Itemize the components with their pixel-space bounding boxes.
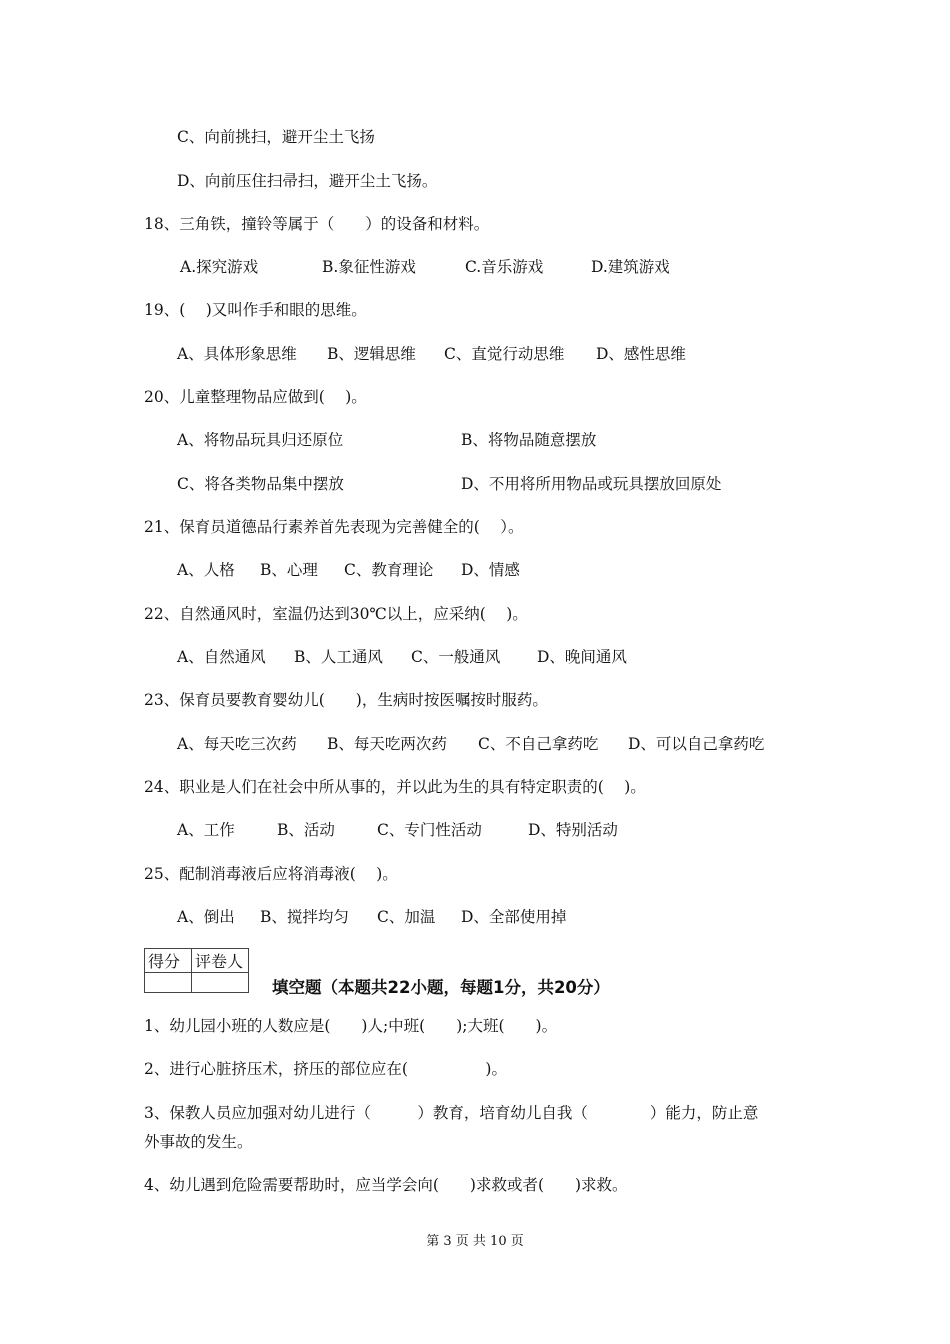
question-24: 24、职业是人们在社会中所从事的，并以此为生的具有特定职责的( )。 (144, 778, 646, 796)
option-c: C、直觉行动思维 (444, 345, 565, 363)
option-c: C.音乐游戏 (465, 258, 544, 276)
option-c: C、专门性活动 (377, 821, 482, 839)
section-title: 填空题（本题共22小题，每题1分，共20分） (272, 978, 610, 997)
page-footer: 第 3 页 共 10 页 (426, 1234, 524, 1249)
question-21: 21、保育员道德品行素养首先表现为完善健全的( ）。 (144, 518, 524, 536)
option-b: B、搅拌均匀 (260, 908, 349, 926)
score-box (144, 948, 249, 993)
option-b: B、人工通风 (294, 648, 383, 666)
option-a: A、倒出 (177, 908, 235, 926)
option-d: D、情感 (461, 561, 520, 579)
option-d: D.建筑游戏 (591, 258, 670, 276)
q17-option-d: D、向前压住扫帚扫，避开尘土飞扬。 (177, 172, 438, 190)
option-b: B.象征性游戏 (322, 258, 416, 276)
option-b: B、将物品随意摆放 (461, 431, 597, 449)
score-label: 得分 (145, 949, 192, 973)
option-c: C、一般通风 (411, 648, 501, 666)
fill-question-4: 4、幼儿遇到危险需要帮助时，应当学会向( )求救或者( )求救。 (144, 1176, 628, 1194)
option-a: A、具体形象思维 (177, 345, 297, 363)
score-cell (145, 973, 192, 993)
option-b: B、逻辑思维 (327, 345, 416, 363)
option-c: C、将各类物品集中摆放 (177, 475, 344, 493)
question-19: 19、( )又叫作手和眼的思维。 (144, 301, 367, 319)
option-a: A、工作 (177, 821, 235, 839)
question-23: 23、保育员要教育婴幼儿( )，生病时按医嘱按时服药。 (144, 691, 548, 709)
fill-question-1: 1、幼儿园小班的人数应是( )人;中班( );大班( )。 (144, 1017, 558, 1035)
option-c: C、不自己拿药吃 (478, 735, 599, 753)
option-a: A、人格 (177, 561, 235, 579)
fill-question-3-line2: 外事故的发生。 (144, 1133, 253, 1151)
question-18: 18、三角铁，撞铃等属于（ ）的设备和材料。 (144, 215, 490, 233)
fill-question-2: 2、进行心脏挤压术，挤压的部位应在( )。 (144, 1060, 507, 1078)
reviewer-cell (192, 973, 249, 993)
option-d: D、感性思维 (596, 345, 686, 363)
question-25: 25、配制消毒液后应将消毒液( )。 (144, 865, 398, 883)
fill-question-3-line1: 3、保教人员应加强对幼儿进行（ ）教育，培育幼儿自我（ ）能力，防止意 (144, 1104, 759, 1122)
option-d: D、可以自己拿药吃 (628, 735, 765, 753)
option-d: D、全部使用掉 (461, 908, 567, 926)
option-a: A、将物品玩具归还原位 (177, 431, 344, 449)
option-c: C、加温 (377, 908, 436, 926)
option-d: D、特别活动 (528, 821, 618, 839)
option-a: A.探究游戏 (180, 258, 259, 276)
option-b: B、每天吃两次药 (327, 735, 447, 753)
question-22: 22、自然通风时，室温仍达到30℃以上，应采纳( )。 (144, 605, 528, 623)
option-b: B、活动 (277, 821, 335, 839)
q17-option-c: C、向前挑扫，避开尘土飞扬 (177, 128, 375, 146)
option-c: C、教育理论 (344, 561, 434, 579)
option-b: B、心理 (260, 561, 318, 579)
option-a: A、自然通风 (177, 648, 266, 666)
option-d: D、晚间通风 (537, 648, 627, 666)
reviewer-label: 评卷人 (192, 949, 249, 973)
option-a: A、每天吃三次药 (177, 735, 297, 753)
question-20: 20、儿童整理物品应做到( )。 (144, 388, 367, 406)
option-d: D、不用将所用物品或玩具摆放回原处 (461, 475, 722, 493)
